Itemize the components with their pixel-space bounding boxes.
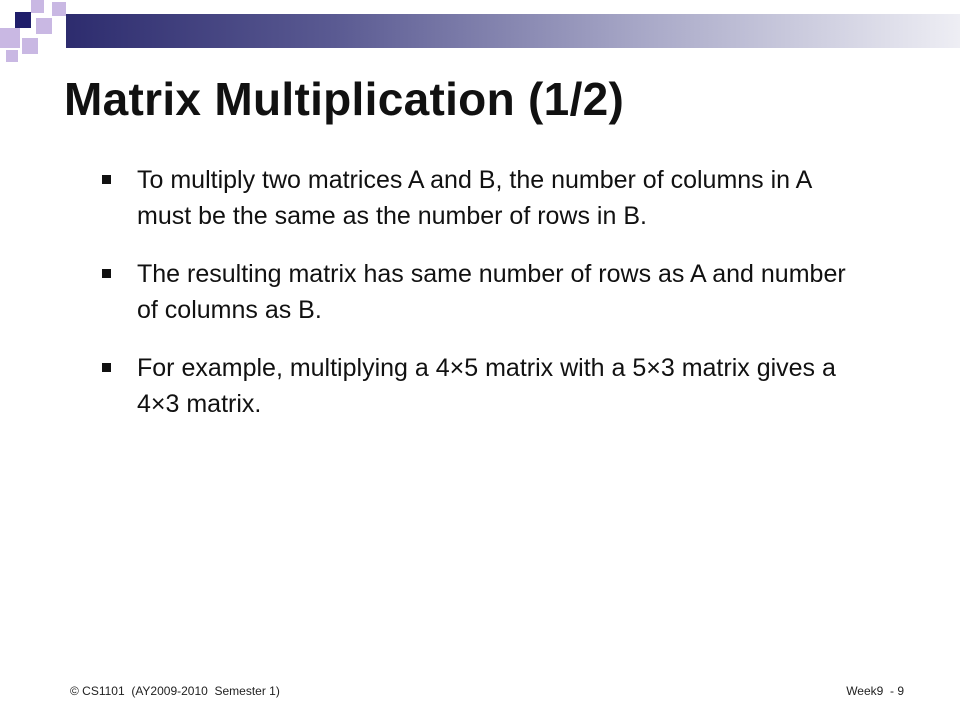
decor-square-light xyxy=(0,28,20,48)
bullet-text: The resulting matrix has same number of rows as A and number of columns as B. xyxy=(137,260,846,324)
bullet-list xyxy=(102,162,862,444)
bullet-item xyxy=(102,350,862,422)
slide-title: Matrix Multiplication (1/2) xyxy=(64,73,625,125)
footer-page-number: Week9 - 9 xyxy=(846,684,904,698)
square-bullet-icon xyxy=(102,269,111,278)
decor-square-light xyxy=(31,0,44,13)
square-bullet-icon xyxy=(102,363,111,372)
decor-square-light xyxy=(6,50,18,62)
decor-square-dark xyxy=(15,12,31,28)
decor-square-light xyxy=(52,2,66,16)
decor-square-light xyxy=(22,38,38,54)
decor-square-light xyxy=(36,18,52,34)
header-banner xyxy=(66,14,960,48)
bullet-item xyxy=(102,256,862,328)
footer-course: © CS1101 (AY2009-2010 Semester 1) xyxy=(70,684,280,698)
bullet-item xyxy=(102,162,862,234)
bullet-text: For example, multiplying a 4×5 matrix with a 5×3 matrix gives a 4×3 matrix. xyxy=(137,354,836,418)
bullet-text: To multiply two matrices A and B, the number of columns in A must be the same as the number of rows in B. xyxy=(137,166,811,230)
square-bullet-icon xyxy=(102,175,111,184)
